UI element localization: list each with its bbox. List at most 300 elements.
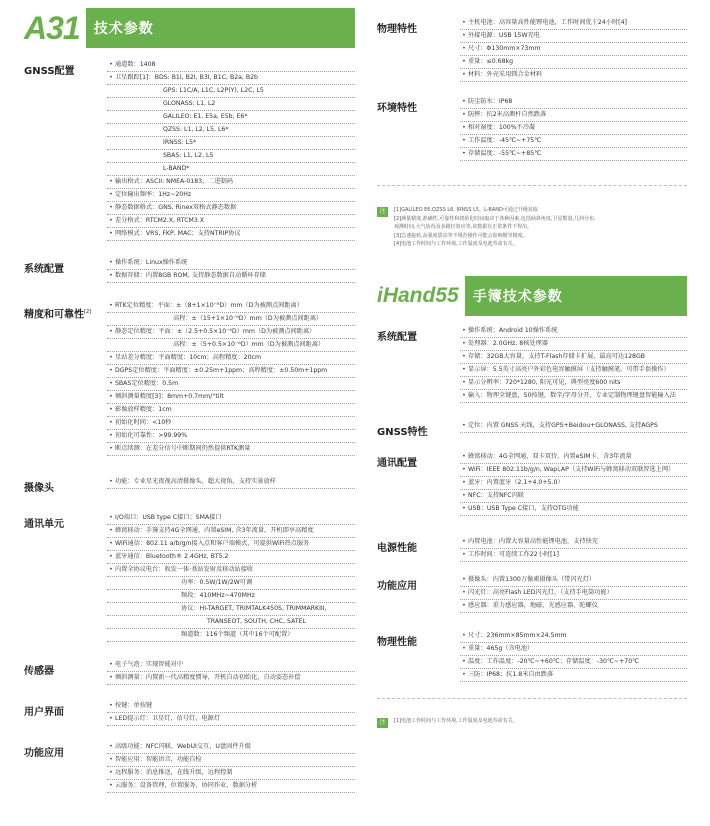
bullet-icon: • xyxy=(109,367,113,374)
note-line: [1]电池工作时间与工作环境,工作温度及电池寿命有关。 xyxy=(394,717,518,724)
spec-item xyxy=(460,451,687,464)
spec-item-text: 静态定位精度：平面：±（2.5+0.5×10⁻⁶D）mm（D为被测点间距离） xyxy=(115,328,316,335)
section-items xyxy=(107,476,355,495)
spec-item-text: 协议：HI-TARGET, TRIMTALK450S, TRIMMARKIII, xyxy=(181,605,327,612)
spec-continuation-line xyxy=(107,616,355,629)
bullet-icon: • xyxy=(462,124,466,131)
spec-item xyxy=(107,417,355,430)
spec-item xyxy=(460,549,687,562)
spec-section xyxy=(24,476,355,495)
spec-item xyxy=(460,490,687,503)
spec-continuation-line xyxy=(107,339,355,352)
bullet-icon: • xyxy=(109,230,113,237)
spec-item-text: I/O端口：USB type C接口；SMA接口 xyxy=(115,514,222,521)
spec-continuation-line xyxy=(107,577,355,590)
section-label xyxy=(377,451,460,516)
spec-item xyxy=(107,378,355,391)
section-items xyxy=(460,630,687,682)
spec-continuation-line xyxy=(107,603,355,616)
bullet-icon: • xyxy=(109,61,113,68)
spec-item-text: 倾斜测量精度[3]：8mm+0.7mm/°tilt xyxy=(115,393,224,400)
bullet-icon: • xyxy=(109,782,113,789)
spec-item-text: 蜂窝移动：4G全网通，双卡双待，内置eSIM卡，含3年流量 xyxy=(468,452,632,460)
section-label xyxy=(24,300,107,456)
spec-item xyxy=(107,404,355,417)
spec-item-text: 定位：内置 GNSS 天线，支持GPS+Beidou+GLONASS, 支持AGPS xyxy=(468,421,658,429)
spec-item-text: NFC：支持NFC闪联 xyxy=(468,491,524,499)
spec-continuation-line xyxy=(107,590,355,603)
spec-item-text: TRANSEOT, SOUTH, CHC, SATEL xyxy=(207,618,306,625)
spec-item-text: 尺寸：Φ130mm×73mm xyxy=(468,45,541,52)
section-label-text: 传感器 xyxy=(24,666,54,677)
section-label xyxy=(377,17,460,82)
spec-item xyxy=(460,43,687,56)
bullet-icon: • xyxy=(462,45,466,52)
spec-section xyxy=(377,536,687,562)
spec-item xyxy=(107,300,355,313)
spec-item xyxy=(107,72,355,85)
spec-item-text: 防摔：抗2米高测杆自然跌落 xyxy=(468,111,547,118)
section-label-text: 系统配置 xyxy=(377,331,417,343)
spec-item xyxy=(460,574,687,587)
section-label-text: 功能应用 xyxy=(24,748,64,759)
bullet-icon: • xyxy=(462,421,466,429)
a31-title-bar: 技术参数 xyxy=(86,8,355,48)
section-items xyxy=(107,512,355,642)
bullet-icon: • xyxy=(109,178,113,185)
section-label xyxy=(377,420,460,439)
spec-section xyxy=(377,325,687,403)
spec-item-text: 按键：单按键 xyxy=(115,702,153,709)
spec-item-text: 功能：专业星光夜视高清摄像头，超大视角，支持实景放样 xyxy=(115,478,276,485)
note-line: [2]测量精度,准确性,可靠性和初始化时间取决于各种因素,包括倾斜角度,卫星数量,几何分布, xyxy=(394,215,596,222)
a31-spec-sections xyxy=(24,59,355,793)
section-label-text: 系统配置 xyxy=(24,264,64,275)
bullet-icon: • xyxy=(109,432,113,439)
spec-item xyxy=(107,430,355,443)
spec-item-text: 初始化可靠性：>99.99% xyxy=(115,432,188,439)
bullet-icon: • xyxy=(462,71,466,78)
bullet-icon: • xyxy=(462,631,466,639)
right-column xyxy=(377,0,687,728)
spec-item-text: 高程：±（15+1×10⁻⁶D）mm（D为被测点间距离） xyxy=(173,315,323,322)
spec-item-text: 通道数：1408 xyxy=(115,61,156,68)
bullet-icon: • xyxy=(109,380,113,387)
spec-item-text: 重量：465g（含电池） xyxy=(468,644,534,652)
spec-item-text: 频段：410MHz~470MHz xyxy=(181,592,255,599)
section-items xyxy=(460,96,687,161)
bullet-icon: • xyxy=(109,302,113,309)
bullet-icon: • xyxy=(462,601,466,609)
spec-item-text: LED提示灯：卫星灯，信号灯，电源灯 xyxy=(115,715,220,722)
spec-item xyxy=(460,587,687,600)
bullet-icon: • xyxy=(462,537,466,545)
spec-item xyxy=(460,630,687,643)
spec-item-text: 处理器：2.0GHz, 8核处理器 xyxy=(468,339,548,347)
spec-item-text: USB：USB Type C接口，支持OTG功能 xyxy=(468,504,579,512)
spec-item xyxy=(460,69,687,82)
section-label-text: 环境特性 xyxy=(377,103,417,114)
spec-item xyxy=(460,148,687,161)
spec-item xyxy=(460,56,687,69)
spec-section xyxy=(24,700,355,726)
spec-item-text: 摄像头：内置1300万像素摄像头（带闪光灯） xyxy=(468,575,596,583)
spec-item-text: 闪光灯：高亮Flash LED闪光灯，（支持手电筒功能） xyxy=(468,588,613,596)
spec-item xyxy=(107,525,355,538)
spec-item-text: 差分格式：RTCM2.X, RTCM3.X xyxy=(115,217,205,224)
spec-item-text: 三防：IP68；抗1.8米自由跌落 xyxy=(468,670,554,678)
bullet-icon: • xyxy=(109,74,113,81)
spec-section xyxy=(377,17,687,82)
section-label xyxy=(24,257,107,283)
section-items xyxy=(107,741,355,793)
section-label xyxy=(24,659,107,685)
spec-item-text: 防尘防水：IP68 xyxy=(468,98,513,105)
spec-item-text: 尺寸：236mm×85mm×24.5mm xyxy=(468,631,567,639)
spec-item xyxy=(460,135,687,148)
spec-item-text: 感应器：重力感应器，地磁，光感应器，陀螺仪 xyxy=(468,601,598,609)
spec-item-text: 高程：±（5+0.5×10⁻⁶D）mm（D为被测点间距离） xyxy=(173,341,325,348)
spec-item xyxy=(107,365,355,378)
bullet-icon: • xyxy=(109,406,113,413)
spec-item-text: 数据存储：内置8GB ROM, 支持静态数据自动循环存储 xyxy=(115,272,266,279)
spec-section xyxy=(24,59,355,241)
bullet-icon: • xyxy=(109,354,113,361)
spec-item xyxy=(107,443,355,456)
spec-item xyxy=(107,352,355,365)
note-line: [3]急速旋转,高强度震动等不规范操作可能会影响惯导精度。 xyxy=(394,232,528,239)
spec-item xyxy=(107,700,355,713)
bullet-icon: • xyxy=(462,465,466,473)
spec-item-text: 外接电源：USB 15W充电 xyxy=(468,32,540,39)
spec-item-text: L-BAND* xyxy=(163,165,190,172)
spec-item xyxy=(460,96,687,109)
bullet-icon: • xyxy=(462,378,466,386)
spec-item-text: GALILEO: E1, E5a, E5b, E6* xyxy=(163,113,248,120)
spec-item-text: 智能应用：智能语音，功能自检 xyxy=(115,756,202,763)
spec-item-text: SBAS定位精度：0.5m xyxy=(115,380,179,387)
section-label-text: 物理特性 xyxy=(377,24,417,35)
bullet-icon: • xyxy=(109,715,113,722)
bullet-icon: • xyxy=(109,769,113,776)
section-items xyxy=(107,659,355,685)
bullet-icon: • xyxy=(109,191,113,198)
section-items xyxy=(460,536,687,562)
spec-item-text: WiFi：IEEE 802.11b/g/n, Wapi,AP（支持WiFi与蜂窝移动双联智选上网） xyxy=(468,465,675,473)
ihand-title-bar: 手簿技术参数 xyxy=(465,276,687,316)
spec-item-text: 云服务：设备管理，位置服务，协同作业，数据分析 xyxy=(115,782,258,789)
bullet-icon: • xyxy=(462,58,466,65)
bullet-icon: • xyxy=(462,644,466,652)
spec-item-text: 工作时间：可连续工作22小时[1] xyxy=(468,550,559,558)
bullet-icon: • xyxy=(462,657,466,665)
spec-item xyxy=(460,325,687,338)
section-label xyxy=(24,59,107,241)
bullet-icon: • xyxy=(109,702,113,709)
spec-continuation-line xyxy=(107,124,355,137)
notes-badge: 注 xyxy=(377,207,388,217)
spec-item xyxy=(107,59,355,72)
section-label xyxy=(24,512,107,642)
spec-item xyxy=(107,476,355,489)
spec-item xyxy=(107,326,355,339)
spec-item-text: 远程服务：消息推送，在线升级，远程控制 xyxy=(115,769,233,776)
spec-item-text: RTK定位精度：平面：±（8+1×10⁻⁶D）mm（D为被测点间距离） xyxy=(115,302,303,309)
spec-item xyxy=(107,780,355,793)
bullet-icon: • xyxy=(109,445,113,452)
spec-section xyxy=(24,512,355,642)
bullet-icon: • xyxy=(462,339,466,347)
bullet-icon: • xyxy=(462,111,466,118)
spec-section xyxy=(24,257,355,283)
spec-item-text: 网络模式：VRS, FKP, MAC；支持NTRIP协议 xyxy=(115,230,241,237)
bullet-icon: • xyxy=(109,540,113,547)
spec-section xyxy=(377,451,687,516)
divider xyxy=(377,185,687,186)
spec-section xyxy=(24,659,355,685)
spec-item xyxy=(107,228,355,241)
spec-item xyxy=(460,17,687,30)
spec-item xyxy=(460,377,687,390)
spec-section xyxy=(24,741,355,793)
spec-item xyxy=(460,351,687,364)
spec-item-text: 操作系统：Linux操作系统 xyxy=(115,259,188,266)
spec-item xyxy=(107,202,355,215)
notes-badge: 注 xyxy=(377,718,388,728)
bullet-icon: • xyxy=(462,670,466,678)
spec-section xyxy=(24,300,355,456)
section-label xyxy=(377,536,460,562)
bullet-icon: • xyxy=(109,259,113,266)
spec-item-text: 存储：32GB大容量，支持T-Flash存储卡扩展，最高可达128GB xyxy=(468,352,645,360)
bullet-icon: • xyxy=(109,514,113,521)
spec-item-text: WiFi通信：802.11 a/b/g/n接入点和客户端模式，可提供WiFi热点服务 xyxy=(115,540,310,547)
section-label xyxy=(24,700,107,726)
spec-item-text: 重量：≤0.68kg xyxy=(468,58,514,65)
spec-item-text: 输入：物理全键盘，50按键，数字/字母分开，专业定制物理键盘智能输入法 xyxy=(468,391,676,399)
section-label-text: 精度和可靠性 xyxy=(24,309,84,321)
notes-lines xyxy=(394,206,687,249)
spec-item xyxy=(460,338,687,351)
section-label xyxy=(24,741,107,793)
spec-item xyxy=(460,30,687,43)
bullet-icon: • xyxy=(109,217,113,224)
spec-item xyxy=(107,391,355,404)
spec-continuation-line xyxy=(107,629,355,642)
spec-item xyxy=(107,257,355,270)
spec-item xyxy=(460,464,687,477)
section-label xyxy=(24,476,107,495)
spec-continuation-line xyxy=(107,85,355,98)
section-label-text: 通讯配置 xyxy=(377,457,417,469)
bullet-icon: • xyxy=(462,137,466,144)
spec-item-text: 蓝牙：内置蓝牙（2.1+4.0+5.0） xyxy=(468,478,564,486)
spec-item-text: 电子气泡：实现智能对中 xyxy=(115,661,184,668)
spec-continuation-line xyxy=(107,111,355,124)
spec-item-text: 材料：外壳采用镁合金材料 xyxy=(468,71,543,78)
spec-section xyxy=(377,96,687,161)
spec-item-text: 显示分辨率：720*1280, 阳光可见，典型亮度600 nits xyxy=(468,378,621,386)
bullet-icon: • xyxy=(462,491,466,499)
spec-section xyxy=(377,574,687,613)
section-label xyxy=(377,325,460,403)
spec-item xyxy=(460,600,687,613)
spec-item-text: 初始化时间：<10秒 xyxy=(115,419,172,426)
bullet-icon: • xyxy=(462,550,466,558)
section-items xyxy=(460,325,687,403)
spec-continuation-line xyxy=(107,137,355,150)
spec-item-text: 功率：0.5W/1W/2W可调 xyxy=(181,579,253,586)
spec-item-text: QZSS: L1, L2, L5, L6* xyxy=(163,126,229,133)
spec-item xyxy=(460,503,687,516)
note-line: 观测时间,大气状况及多路径效应等,该数据在正常条件下得出。 xyxy=(394,224,533,231)
spec-item xyxy=(107,538,355,551)
bullet-icon: • xyxy=(109,419,113,426)
bullet-icon: • xyxy=(109,393,113,400)
spec-item xyxy=(460,420,687,433)
note-line: [4]电池工作时间与工作环境,工作温度及电池寿命有关。 xyxy=(394,241,518,248)
bullet-icon: • xyxy=(462,32,466,39)
bullet-icon: • xyxy=(109,204,113,211)
spec-item-text: 存储温度：-55℃~+85℃ xyxy=(468,150,542,157)
a31-model-name: A31 xyxy=(24,10,80,46)
spec-item xyxy=(460,477,687,490)
spec-item-text: 主机电池：高容量高性能锂电池，工作时间优于24小时[4] xyxy=(468,19,627,26)
spec-item xyxy=(107,512,355,525)
notes-lines xyxy=(394,717,687,728)
divider xyxy=(377,698,687,699)
spec-item-text: GPS: L1C/A, L1C, L2P(Y), L2C, L5 xyxy=(163,87,264,94)
spec-item xyxy=(107,189,355,202)
spec-continuation-line xyxy=(107,163,355,176)
spec-item xyxy=(460,364,687,377)
spec-item-text: 蜂窝移动：手簿支持4G全网通，内置eSIM, 含3年流量，开机即享高精度 xyxy=(115,527,314,534)
bullet-icon: • xyxy=(462,19,466,26)
spec-item-text: 断点续测：在差分信号中断期间仍然提供RTK测量 xyxy=(115,445,251,452)
spec-item xyxy=(107,767,355,780)
spec-item xyxy=(460,656,687,669)
section-label-text: 物理性能 xyxy=(377,636,417,648)
spec-item xyxy=(107,270,355,283)
bullet-icon: • xyxy=(462,478,466,486)
ihand-header xyxy=(377,276,687,316)
bullet-icon: • xyxy=(462,352,466,360)
spec-item-text: 影像放样精度：1cm xyxy=(115,406,172,413)
a31-notes xyxy=(377,206,687,249)
spec-continuation-line xyxy=(107,150,355,163)
spec-item-text: 内置电池：内置大容量高性能锂电池，支持快充 xyxy=(468,537,598,545)
bullet-icon: • xyxy=(462,150,466,157)
bullet-icon: • xyxy=(109,674,113,681)
section-items xyxy=(460,17,687,82)
bullet-icon: • xyxy=(109,272,113,279)
bullet-icon: • xyxy=(109,756,113,763)
section-label-text: GNSS配置 xyxy=(24,66,75,77)
section-items xyxy=(107,300,355,456)
spec-item-text: 温度：工作温度：-20℃~+60℃；存储温度：-30℃~+70℃ xyxy=(468,657,640,665)
footnote-marker: [2] xyxy=(84,309,92,315)
spec-item xyxy=(460,109,687,122)
a31-column xyxy=(24,0,355,793)
spec-item-text: 高级功能：NFC闪联，WebUI交互，U盘固件升级 xyxy=(115,743,251,750)
bullet-icon: • xyxy=(462,326,466,334)
spec-item xyxy=(107,659,355,672)
spec-item-text: IRNSS: L5* xyxy=(163,139,197,146)
bullet-icon: • xyxy=(462,391,466,399)
bullet-icon: • xyxy=(462,365,466,373)
spec-item-text: 定位输出频率：1Hz~20Hz xyxy=(115,191,192,198)
spec-item xyxy=(107,741,355,754)
spec-continuation-line xyxy=(107,98,355,111)
spec-section xyxy=(377,420,687,439)
spec-item xyxy=(460,669,687,682)
section-label xyxy=(377,96,460,161)
spec-item-text: 内置全协议电台：收发一体·基站发射及移动站接收 xyxy=(115,566,254,573)
spec-item-text: 输出格式：ASCII: NMEA-0183，二进制码 xyxy=(115,178,234,185)
section-label-text: GNSS特性 xyxy=(377,426,428,438)
spec-item xyxy=(460,390,687,403)
spec-item-text: 蓝牙通信：Bluetooth® 2.4GHz, BT5.2 xyxy=(115,553,229,560)
spec-item-text: 星站差分精度：平面精度：10cm；高程精度：20cm xyxy=(115,354,261,361)
a31-header xyxy=(24,8,355,48)
section-label-text: 通讯单元 xyxy=(24,519,64,530)
spec-item-text: GLONASS: L1, L2 xyxy=(163,100,216,107)
spec-item-text: DGPS定位精度：平面精度：±0.25m+1ppm；高程精度：±0.50m+1ppm xyxy=(115,367,328,374)
bullet-icon: • xyxy=(462,98,466,105)
section-label xyxy=(377,574,460,613)
spec-item-text: 卫星跟踪[1]：BDS: B1I, B2I, B3I, B1C, B2a, B2b xyxy=(115,74,258,81)
a31-physical-env-sections xyxy=(377,17,687,161)
spec-item xyxy=(460,122,687,135)
section-items xyxy=(460,420,687,439)
bullet-icon: • xyxy=(109,743,113,750)
spec-item xyxy=(107,564,355,577)
spec-item-text: 工作温度：-45℃~+75℃ xyxy=(468,137,542,144)
bullet-icon: • xyxy=(109,527,113,534)
spec-item-text: 相对湿度：100%不冷凝 xyxy=(468,124,536,131)
spec-item xyxy=(107,713,355,726)
ihand-spec-sections xyxy=(377,325,687,682)
ihand-model-name: iHand55 xyxy=(377,283,459,307)
section-items xyxy=(460,451,687,516)
bullet-icon: • xyxy=(462,575,466,583)
section-label-text: 电源性能 xyxy=(377,542,417,554)
spec-item xyxy=(107,176,355,189)
bullet-icon: • xyxy=(109,328,113,335)
spec-item-text: 频道数：116个频道（其中16个可配置） xyxy=(181,631,294,638)
spec-item-text: 显示屏：5.5英寸高亮户外彩色电容触摸屏（支持触摸笔，可带手套操作） xyxy=(468,365,670,373)
section-label xyxy=(377,630,460,682)
section-label-text: 用户界面 xyxy=(24,707,64,718)
spec-item xyxy=(107,215,355,228)
bullet-icon: • xyxy=(109,478,113,485)
spec-section xyxy=(377,630,687,682)
spec-continuation-line xyxy=(107,313,355,326)
spec-item xyxy=(460,536,687,549)
spec-item xyxy=(107,672,355,685)
section-label-text: 摄像头 xyxy=(24,483,54,494)
bullet-icon: • xyxy=(462,504,466,512)
bullet-icon: • xyxy=(462,588,466,596)
spec-item xyxy=(460,643,687,656)
section-items xyxy=(460,574,687,613)
ihand-notes xyxy=(377,717,687,728)
spec-item-text: 倾斜测量：内置新一代高精度惯导，开机自动初始化，自动姿态补偿 xyxy=(115,674,301,681)
note-line: [1]GALILEO E6,QZSS L6, IRNSS L5，L-BAND可通过升级获取 xyxy=(394,207,538,213)
bullet-icon: • xyxy=(462,452,466,460)
spec-item xyxy=(107,551,355,564)
bullet-icon: • xyxy=(109,566,113,573)
